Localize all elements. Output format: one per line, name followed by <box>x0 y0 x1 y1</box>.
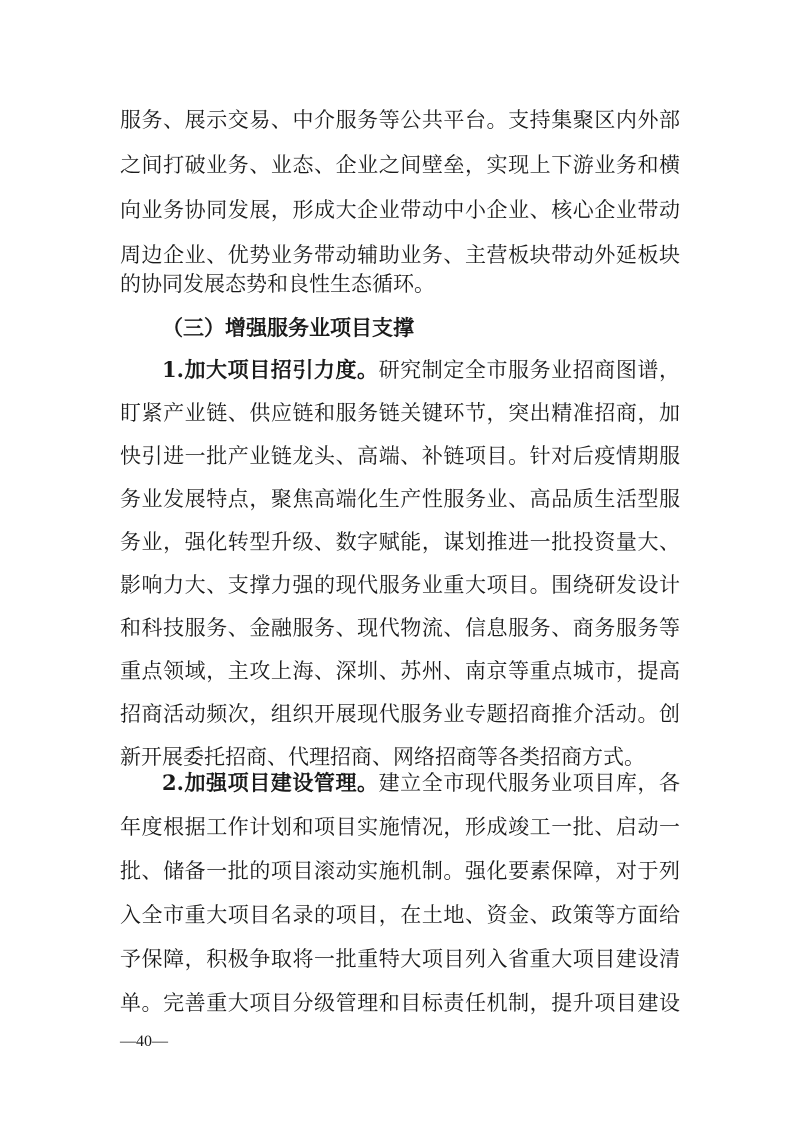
item-title: 1.加大项目招引力度。 <box>162 357 379 382</box>
item-title: 2.加强项目建设管理。 <box>162 770 379 795</box>
text-line: 年度根据工作计划和项目实施情况，形成竣工一批、启动一 <box>120 815 680 839</box>
text-line: 重点领域，主攻上海、深圳、苏州、南京等重点城市，提高 <box>120 659 680 683</box>
text-line: 予保障，积极争取将一批重特大项目列入省重大项目建设清 <box>120 947 680 971</box>
text-line: 的协同发展态势和良性生态循环。 <box>120 272 435 296</box>
text-line: 盯紧产业链、供应链和服务链关键环节，突出精准招商，加 <box>120 401 680 425</box>
text-line: 务业，强化转型升级、数字赋能，谋划推进一批投资量大、 <box>120 530 680 554</box>
text-line <box>162 352 680 388</box>
item-text: 建立全市现代服务业项目库，各 <box>378 771 680 795</box>
text-line: 和科技服务、金融服务、现代物流、信息服务、商务服务等 <box>120 616 680 640</box>
text-line: 影响力大、支撑力强的现代服务业重大项目。围绕研发设计 <box>120 573 680 597</box>
text-line: 入全市重大项目名录的项目，在土地、资金、政策等方面给 <box>120 903 680 927</box>
text-line: 向业务协同发展，形成大企业带动中小企业、核心企业带动 <box>120 198 680 222</box>
page-number: —40— <box>120 1033 168 1050</box>
text-line: 周边企业、优势业务带动辅助业务、主营板块带动外延板块 <box>120 243 680 267</box>
text-line: 务业发展特点，聚焦高端化生产性服务业、高品质生活型服 <box>120 487 680 511</box>
text-line: 新开展委托招商、代理招商、网络招商等各类招商方式。 <box>120 745 645 769</box>
text-line: 批、储备一批的项目滚动实施机制。强化要素保障，对于列 <box>120 859 680 883</box>
text-line <box>162 765 680 801</box>
text-line: 快引进一批产业链龙头、高端、补链项目。针对后疫情期服 <box>120 444 680 468</box>
section-heading: （三）增强服务业项目支撑 <box>162 316 414 340</box>
text-line: 服务、展示交易、中介服务等公共平台。支持集聚区内外部 <box>120 108 680 132</box>
text-line: 招商活动频次，组织开展现代服务业专题招商推介活动。创 <box>120 702 680 726</box>
item-text: 研究制定全市服务业招商图谱， <box>378 358 680 382</box>
text-line: 单。完善重大项目分级管理和目标责任机制，提升项目建设 <box>120 991 680 1015</box>
text-line: 之间打破业务、业态、企业之间壁垒，实现上下游业务和横 <box>120 153 680 177</box>
